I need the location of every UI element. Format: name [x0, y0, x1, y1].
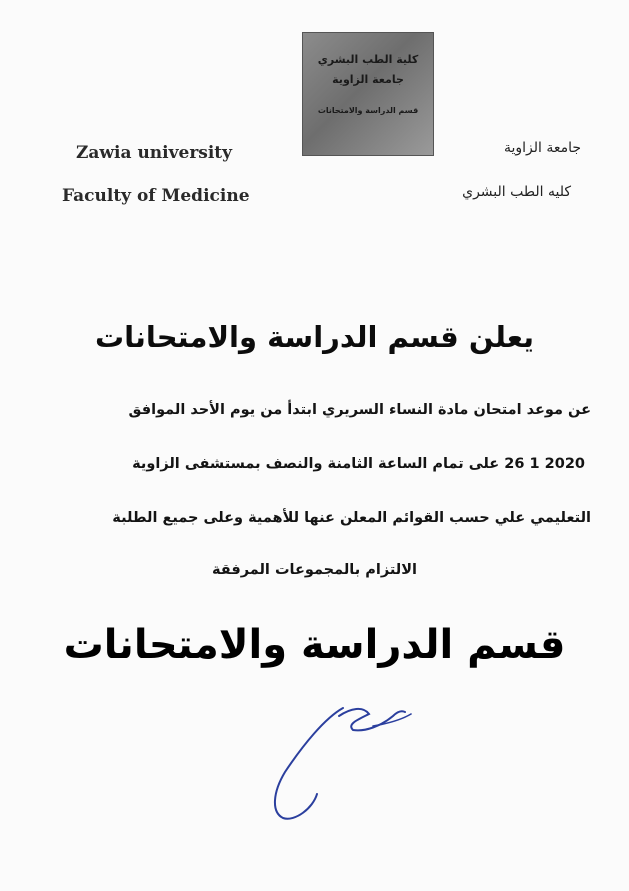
announcement-line: عن موعد امتحان مادة النساء السريري ابتدأ من يوم الأحد الموافق [128, 402, 591, 418]
announcement-heading: يعلن قسم الدراسة والامتحانات [94, 320, 535, 354]
stamp-line-faculty: كلية الطب البشري [317, 53, 419, 66]
signing-department: قسم الدراسة والامتحانات [63, 622, 566, 668]
stamp-line-department: قسم الدراسة والامتحانات [317, 105, 419, 115]
department-stamp [302, 32, 434, 156]
english-university-name: Zawia university [76, 143, 233, 163]
english-faculty-name: Faculty of Medicine [62, 186, 250, 206]
announcement-line: التعليمي علي حسب القوائم المعلن عنها للأهمية وعلى جميع الطلبة [112, 510, 591, 526]
announcement-line: 2020 1 26 على تمام الساعة الثامنة والنصف بمستشفى الزاوية [132, 456, 585, 472]
handwritten-signature [255, 690, 425, 830]
stamp-line-university: جامعة الزاوية [332, 73, 404, 87]
arabic-faculty-name: كليه الطب البشري [462, 184, 571, 200]
announcement-line: الالتزام بالمجموعات المرفقة [212, 562, 417, 578]
arabic-university-name: جامعة الزاوية [503, 140, 581, 156]
